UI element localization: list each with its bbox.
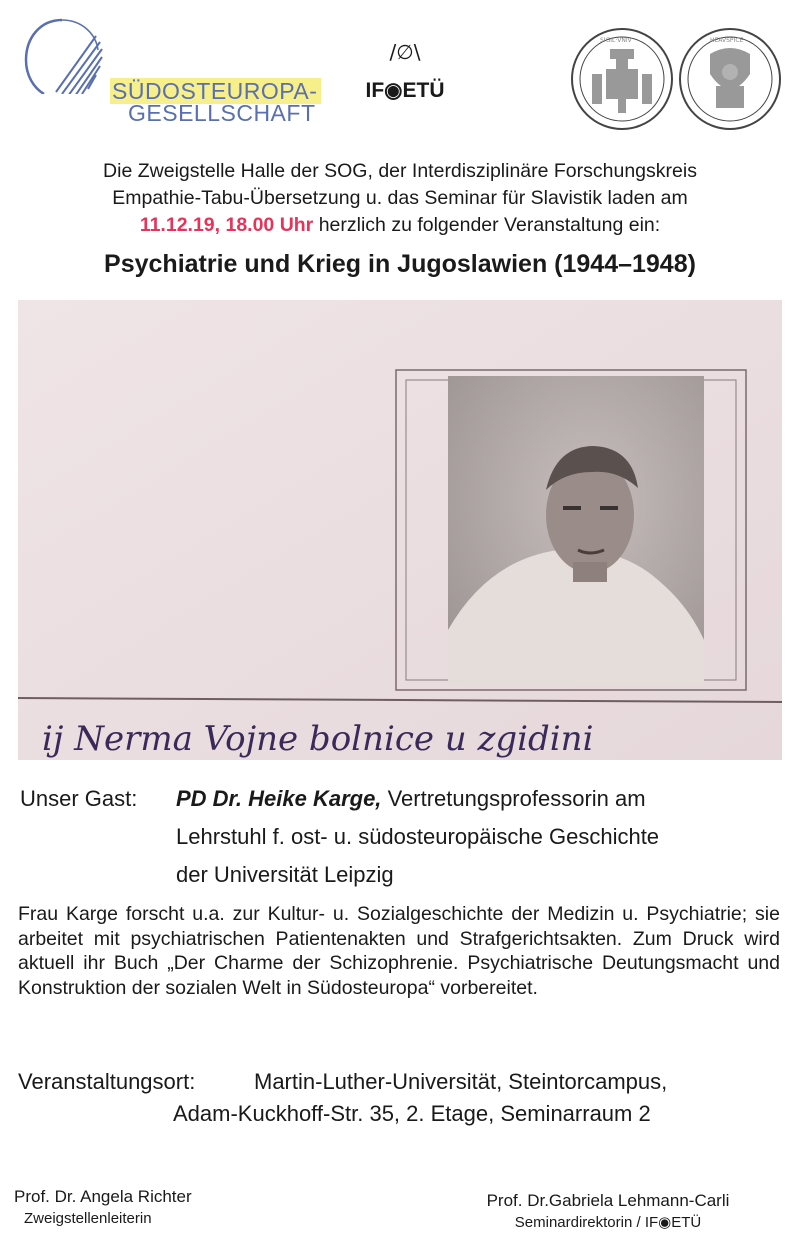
guest-name: PD Dr. Heike Karge,	[176, 786, 382, 811]
venue-label: Veranstaltungsort:	[18, 1069, 196, 1094]
sog-name-line2: GESELLSCHAFT	[128, 100, 316, 126]
guest-line3: der Universität Leipzig	[176, 862, 394, 887]
svg-text:HEAVSPICE: HEAVSPICE	[710, 37, 744, 44]
portrait-icon	[448, 376, 704, 686]
event-title: Psychiatrie und Krieg in Jugoslawien (1944–1948)	[104, 250, 696, 278]
svg-text:SIGIL·VNIV: SIGIL·VNIV	[600, 37, 632, 44]
invitation-line2: Empathie-Tabu-Übersetzung u. das Seminar für Slavistik laden am	[112, 187, 688, 209]
guest-details	[176, 780, 791, 894]
invitation-line3	[20, 212, 780, 239]
handwriting-text: ij Nerma Vojne bolnice u zgidini	[42, 719, 594, 759]
signature-left-role: Zweigstellenleiterin	[24, 1210, 152, 1227]
guest-bio: Frau Karge forscht u.a. zur Kultur- u. Sozialgeschichte der Medizin u. Psychiatrie; sie arbeitet mit psychiatrischen Patientenakten und Strafgerichtsakten. Zum Druck wird aktuell ihr Buch „Der Charme der Schizophrenie. Psychiatrische Deutungsmacht und Konstruktion der sozialen Welt in Südosteuropa“ vorbereitet.	[18, 903, 780, 999]
signature-right-role: Seminardirektorin / IF◉ETÜ	[514, 1214, 702, 1231]
signature-right	[440, 1190, 776, 1234]
sog-name-line1: SÜDOSTEUROPA-	[110, 78, 321, 104]
sog-logo	[22, 14, 318, 126]
guest-label: Unser Gast:	[20, 786, 138, 811]
invitation-line1: Die Zweigstelle Halle der SOG, der Interdisziplinäre Forschungskreis	[103, 160, 697, 182]
ifetu-text: IF◉ETÜ	[365, 79, 445, 102]
ifetu-symbol: /∅\	[389, 40, 421, 64]
invitation-text	[20, 158, 780, 239]
archive-document-photo	[18, 300, 782, 760]
signature-left-name: Prof. Dr. Angela Richter	[14, 1187, 192, 1206]
venue-line1: Martin-Luther-Universität, Steintorcampus,	[254, 1069, 668, 1094]
sog-emblem-icon	[22, 14, 112, 94]
university-seals-icon	[570, 24, 784, 134]
ifetu-logo	[345, 40, 465, 110]
signature-right-name: Prof. Dr.Gabriela Lehmann-Carli	[486, 1191, 730, 1210]
invitation-line3-rest: herzlich zu folgender Veranstaltung ein:	[318, 214, 661, 236]
guest-line2: Lehrstuhl f. ost- u. südosteuropäische Geschichte	[176, 824, 660, 849]
signature-left	[14, 1186, 314, 1230]
event-date: 11.12.19, 18.00 Uhr	[139, 214, 314, 236]
venue-line2: Adam-Kuckhoff-Str. 35, 2. Etage, Seminarraum 2	[173, 1101, 651, 1126]
guest-line1-rest: Vertretungsprofessorin am	[387, 786, 646, 811]
